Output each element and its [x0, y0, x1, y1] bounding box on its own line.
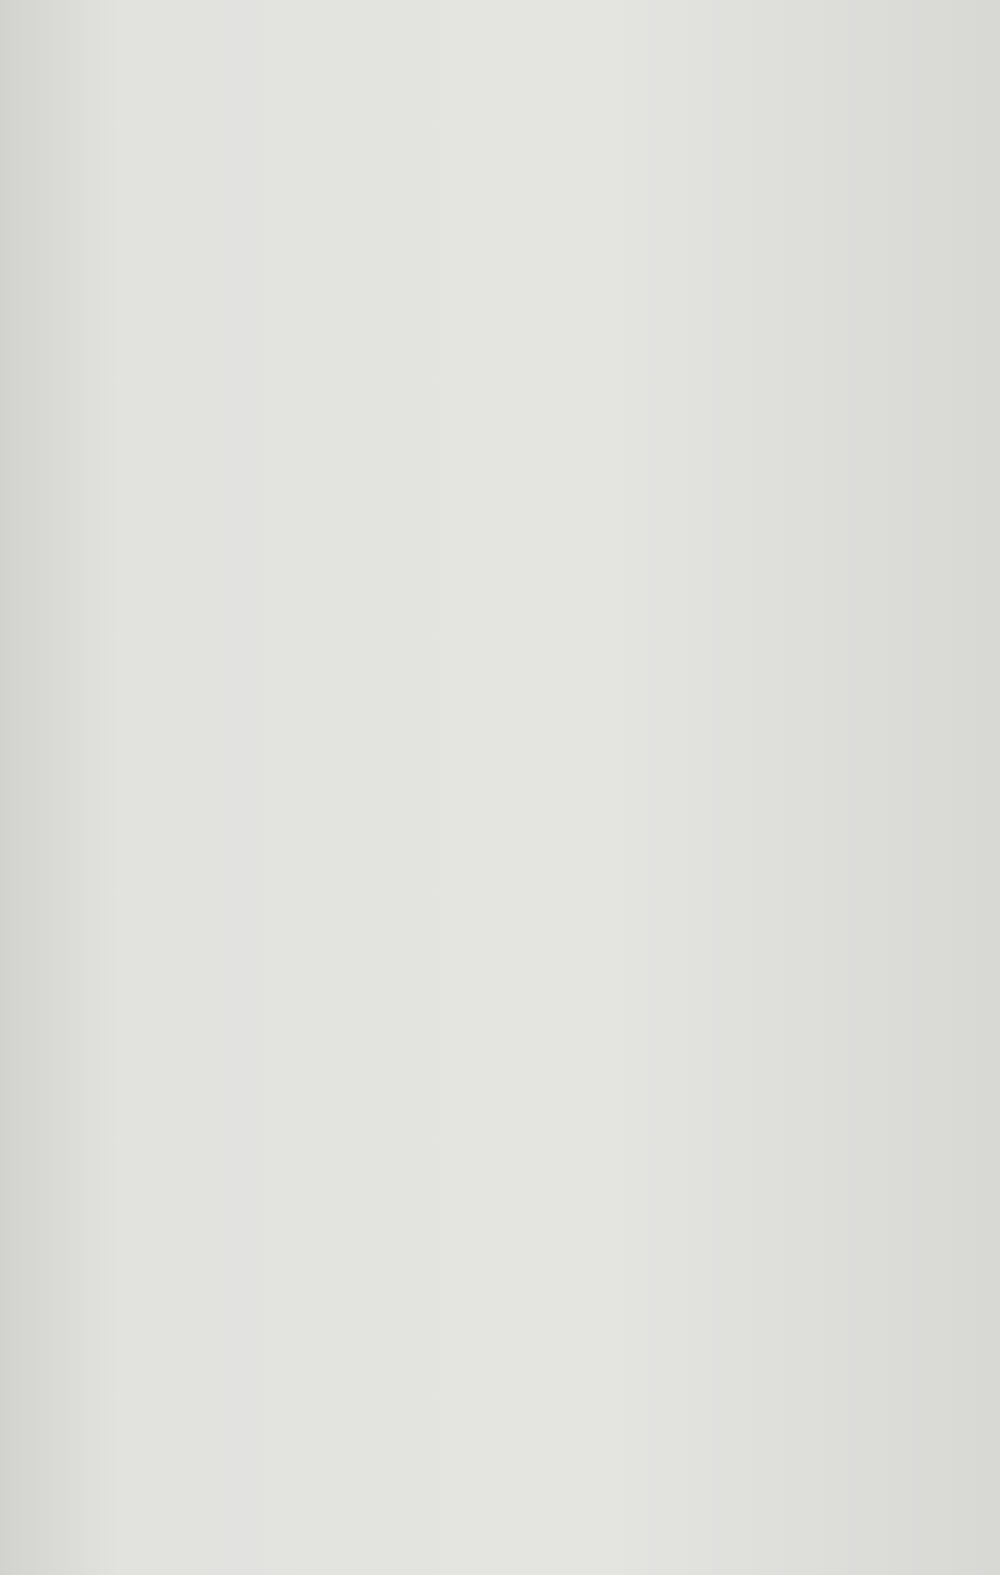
running-head: [62, 82, 920, 112]
